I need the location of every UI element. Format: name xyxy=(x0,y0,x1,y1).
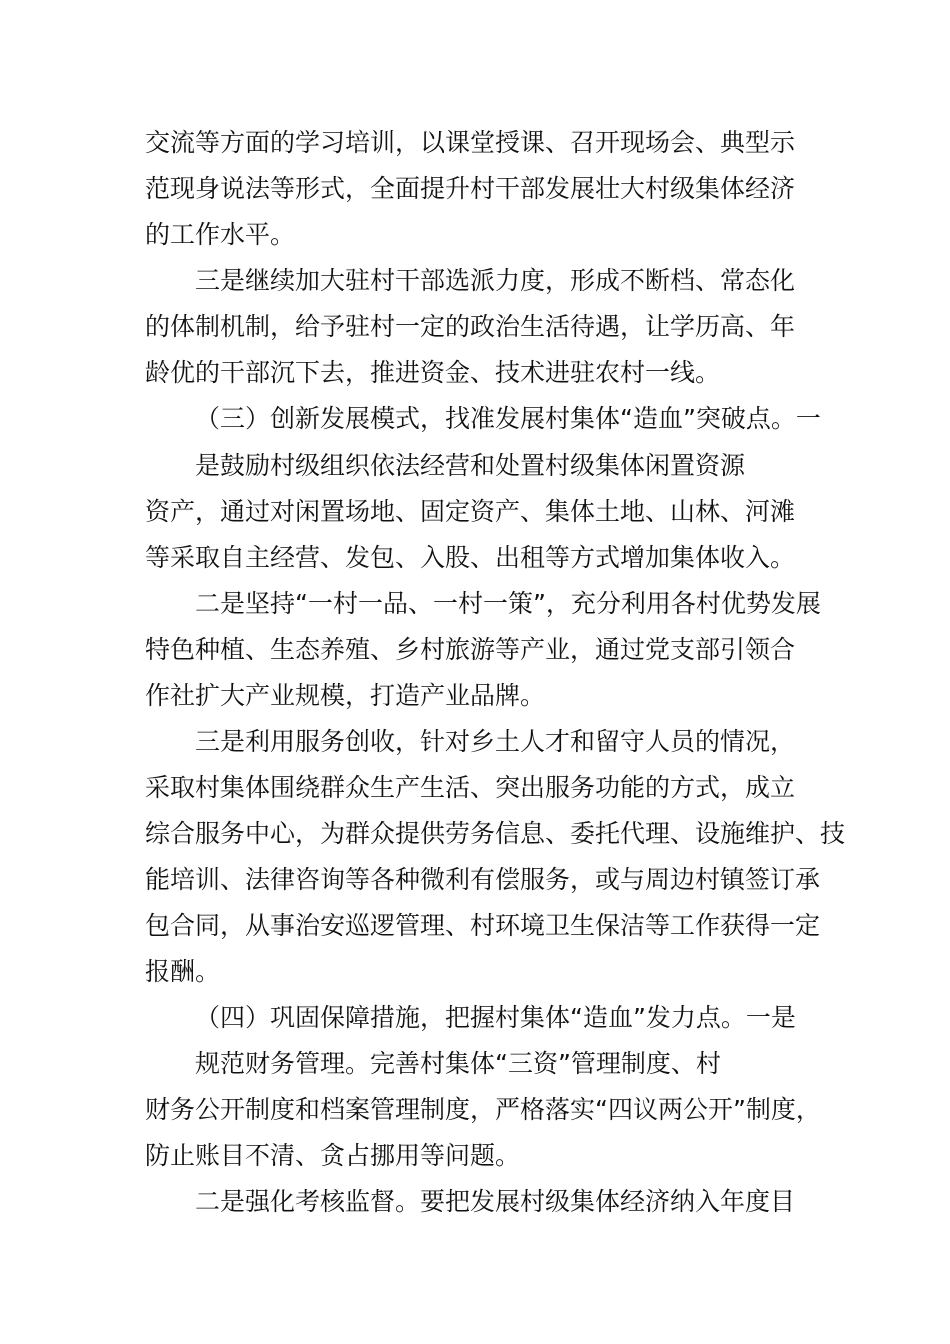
text-line: 作社扩大产业规模，打造产业品牌。 xyxy=(145,681,546,710)
text-line: 采取村集体围绕群众生产生活、突出服务功能的方式，成立 xyxy=(145,773,796,802)
text-line: 规范财务管理。完善村集体“三资”管理制度、村 xyxy=(195,1049,721,1078)
text-line: 二是坚持“一村一品、一村一策”，充分利用各村优势发展 xyxy=(195,589,821,618)
text-line: 包合同，从事治安巡逻管理、村环境卫生保洁等工作获得一定 xyxy=(145,911,821,940)
text-line: 报酬。 xyxy=(145,957,221,986)
text-line: 财务公开制度和档案管理制度，严格落实“四议两公开”制度， xyxy=(145,1095,821,1124)
text-line: 龄优的干部沉下去，推进资金、技术进驻农村一线。 xyxy=(145,358,721,387)
text-line: 交流等方面的学习培训，以课堂授课、召开现场会、典型示 xyxy=(145,128,796,157)
text-line: 特色种植、生态养殖、乡村旅游等产业，通过党支部引领合 xyxy=(145,635,796,664)
text-line: 三是利用服务创收，针对乡土人才和留守人员的情况， xyxy=(195,727,796,756)
text-line: 资产，通过对闲置场地、固定资产、集体土地、山林、河滩 xyxy=(145,497,796,526)
text-line: 能培训、法律咨询等各种微利有偿服务，或与周边村镇签订承 xyxy=(145,865,821,894)
text-line: 的体制机制，给予驻村一定的政治生活待遇，让学历高、年 xyxy=(145,312,796,341)
text-line: 防止账目不清、贪占挪用等问题。 xyxy=(145,1141,521,1170)
section-heading-line: （四）巩固保障措施，把握村集体“造血”发力点。一是 xyxy=(195,1003,796,1032)
section-heading-line: （三）创新发展模式，找准发展村集体“造血”突破点。一 xyxy=(195,404,821,433)
text-line: 综合服务中心，为群众提供劳务信息、委托代理、设施维护、技 xyxy=(145,819,846,848)
text-line: 是鼓励村级组织依法经营和处置村级集体闲置资源 xyxy=(195,451,746,480)
text-line: 范现身说法等形式，全面提升村干部发展壮大村级集体经济 xyxy=(145,174,796,203)
text-line: 三是继续加大驻村干部选派力度，形成不断档、常态化 xyxy=(195,266,796,295)
text-line: 的工作水平。 xyxy=(145,220,296,249)
text-line: 二是强化考核监督。要把发展村级集体经济纳入年度目 xyxy=(195,1187,796,1216)
text-line: 等采取自主经营、发包、入股、出租等方式增加集体收入。 xyxy=(145,543,796,572)
